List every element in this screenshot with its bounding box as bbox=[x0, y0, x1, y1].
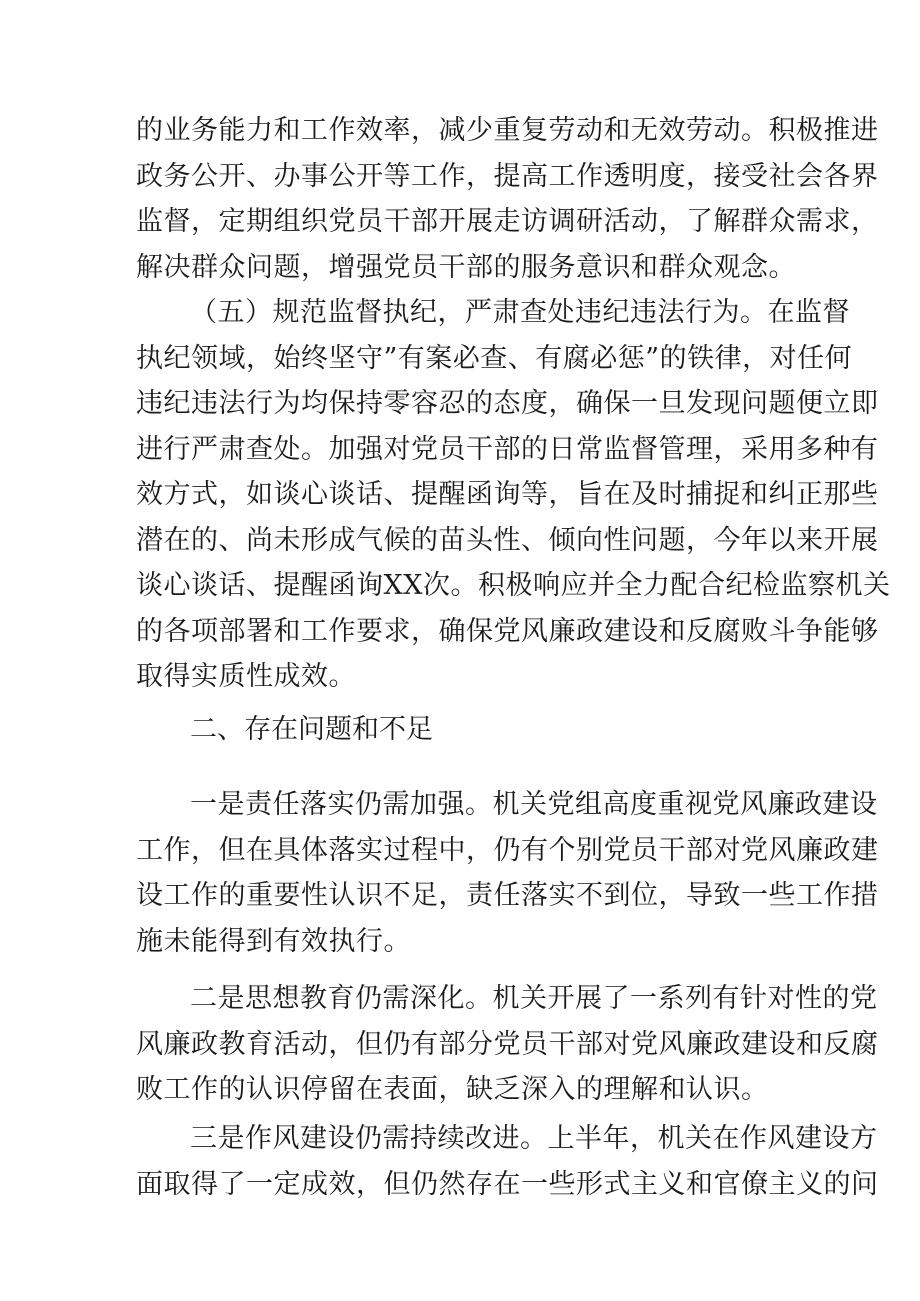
text-line: 违纪违法行为均保持零容忍的态度，确保一旦发现问题便立即 bbox=[136, 388, 879, 419]
text-line: 三是作风建设仍需持续改进。上半年，机关在作风建设方 bbox=[190, 1123, 878, 1154]
text-line: 执纪领域，始终坚守”有案必查、有腐必惩”的铁律，对任何 bbox=[136, 342, 853, 374]
paragraph-service-efficiency bbox=[136, 108, 879, 290]
text-line: 进行严肃查处。加强对党员干部的日常监督管理，采用多种有 bbox=[136, 433, 879, 465]
text-line: 的业务能力和工作效率，减少重复劳动和无效劳动。积极推进 bbox=[136, 115, 879, 146]
text-line: 谈心谈话、提醒函询XX次。积极响应并全力配合纪检监察机关 bbox=[136, 570, 891, 601]
text-line: 解决群众问题，增强党员干部的服务意识和群众观念。 bbox=[136, 251, 796, 283]
text-line: 设工作的重要性认识不足，责任落实不到位，导致一些工作措 bbox=[136, 880, 879, 911]
text-line: 效方式，如谈心谈话、提醒函询等，旨在及时捕捉和纠正那些 bbox=[136, 479, 879, 510]
paragraph-supervision-discipline bbox=[136, 290, 891, 700]
text-line: 风廉政教育活动，但仍有部分党员干部对党风廉政建设和反腐 bbox=[136, 1028, 879, 1060]
text-line: 一是责任落实仍需加强。机关党组高度重视党风廉政建设 bbox=[190, 789, 878, 820]
text-line: 施未能得到有效执行。 bbox=[136, 925, 411, 957]
paragraph-responsibility bbox=[136, 782, 879, 964]
text-line: 面取得了一定成效，但仍然存在一些形式主义和官僚主义的问 bbox=[136, 1168, 879, 1200]
text-line: 政务公开、办事公开等工作，提高工作透明度，接受社会各界 bbox=[136, 160, 879, 192]
text-line: 监督，定期组织党员干部开展走访调研活动，了解群众需求， bbox=[136, 206, 879, 237]
text-line: 败工作的认识停留在表面，缺乏深入的理解和认识。 bbox=[136, 1074, 769, 1105]
text-line: 工作，但在具体落实过程中，仍有个别党员干部对党风廉政建 bbox=[136, 834, 879, 866]
text-line: 取得实质性成效。 bbox=[136, 661, 356, 692]
paragraph-work-style bbox=[136, 1116, 879, 1207]
text-line: 二是思想教育仍需深化。机关开展了一系列有针对性的党 bbox=[190, 983, 878, 1014]
paragraph-ideological-education bbox=[136, 976, 879, 1113]
section-heading-problems: 二、存在问题和不足 bbox=[190, 714, 433, 745]
text-line: 潜在的、尚未形成气候的苗头性、倾向性问题，今年以来开展 bbox=[136, 524, 879, 556]
text-line: 的各项部署和工作要求，确保党风廉政建设和反腐败斗争能够 bbox=[136, 615, 879, 647]
text-line: （五）规范监督执纪，严肃查处违纪违法行为。在监督 bbox=[190, 297, 850, 328]
